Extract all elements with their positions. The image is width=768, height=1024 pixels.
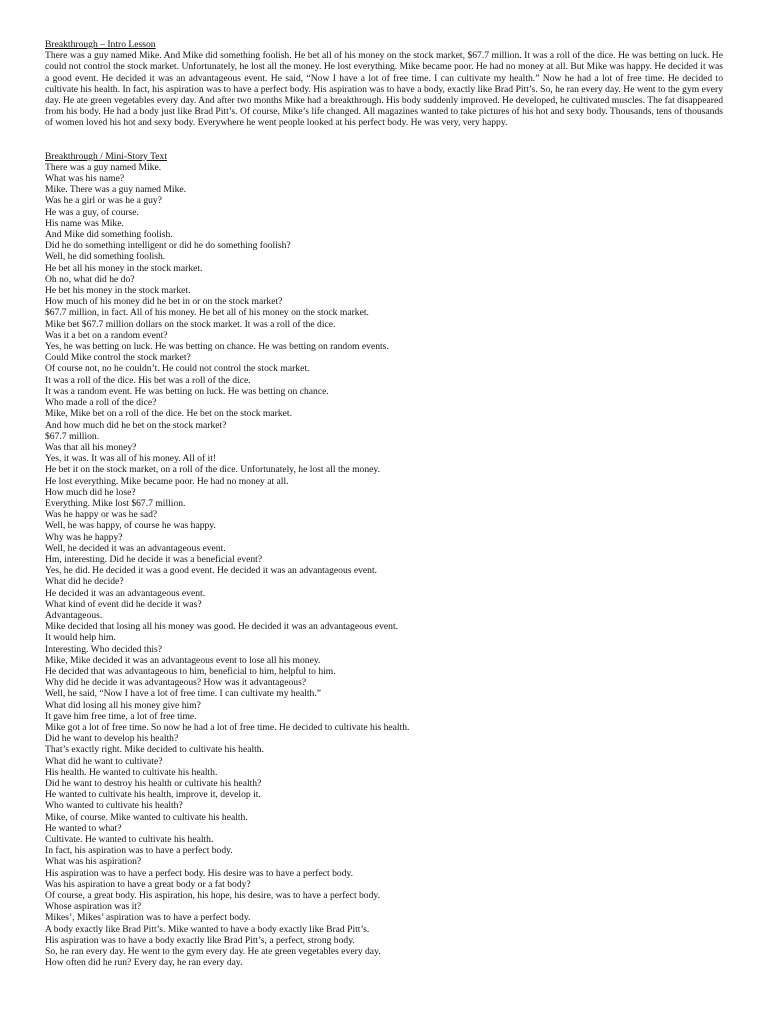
story-line: Mike bet $67.7 million dollars on the stock market. It was a roll of the dice. [45,318,336,330]
story-line: Mike decided that losing all his money was good. He decided it was an advantageous event. [45,621,399,633]
story-line: Mike got a lot of free time. So now he had a lot of free time. He decided to cultivate his health. [45,721,410,733]
intro-paragraph: There was a guy named Mike. And Mike did something foolish. He bet all of his money on the stock market, $67.7 million. It was a roll of the dice. He was betting on luck. He could not control the stock market. Unfortunately, he lost all the money. He lost everything. Mike became poor. He had no money at all. But Mike was happy. He decided it was a good event. He decided it was an advantageous event. He said, “Now I have a lot of free time. I can cultivate my health.” Now he had a lot of free time. He decided to cultivate his health. In fact, his aspiration was to have a perfect body. His aspiration was to have a body, exactly like Brad Pitt’s. So, he ran every day. He went to the gym every day. He ate green vegetables every day. And after two months Mike had a breakthrough. His body suddenly improved. He developed, he cultivated muscles. The fat disappeared from his body. He had a body just like Brad Pitt’s. Of course, Mike’s life changed. All magazines wanted to take pictures of his hot and sexy body. Thousands, tens of thousands of women loved his hot and sexy body. Everywhere he went people looked at his perfect body. He was very, very happy. [45,50,723,129]
story-line: Yes, he was betting on luck. He was betting on chance. He was betting on random events. [45,341,389,353]
story-line: And how much did he bet on the stock market? [45,419,227,431]
story-line: He bet it on the stock market, on a roll of the dice. Unfortunately, he lost all the money. [45,464,380,476]
story-line: Why was he happy? [45,531,123,543]
story-line: Was he a girl or was he a guy? [45,195,162,207]
story-line: Oh no, what did he do? [45,273,135,285]
story-line: Was it a bet on a random event? [45,329,168,341]
story-line: His aspiration was to have a body exactly like Brad Pitt’s, a perfect, strong body. [45,934,355,946]
story-line: In fact, his aspiration was to have a perfect body. [45,845,233,857]
story-line: His health. He wanted to cultivate his health. [45,766,218,778]
story-line: It gave him free time, a lot of free time. [45,710,197,722]
story-line: Was he happy or was he sad? [45,509,158,521]
story-line: Well, he decided it was an advantageous event. [45,542,226,554]
story-line: Mike, Mike decided it was an advantageous event to lose all his money. [45,654,321,666]
story-line: And Mike did something foolish. [45,229,173,241]
story-line: Well, he was happy, of course he was happy. [45,520,216,532]
story-line: He lost everything. Mike became poor. He had no money at all. [45,475,289,487]
story-line: Was his aspiration to have a great body or a fat body? [45,878,251,890]
story-line: Who wanted to cultivate his health? [45,800,183,812]
story-line: Cultivate. He wanted to cultivate his health. [45,834,214,846]
story-line: Who made a roll of the dice? [45,397,157,409]
story-line: That’s exactly right. Mike decided to cultivate his health. [45,744,264,756]
story-line: What did he want to cultivate? [45,755,163,767]
story-line: Did he do something intelligent or did he do something foolish? [45,240,291,252]
story-line: Was that all his money? [45,441,137,453]
story-line: Mike, of course. Mike wanted to cultivate his health. [45,811,248,823]
story-line: Why did he decide it was advantageous? How was it advantageous? [45,677,307,689]
story-line: How much did he lose? [45,486,136,498]
story-line: He was a guy, of course. [45,206,139,218]
story-line: Yes, he did. He decided it was a good event. He decided it was an advantageous event. [45,565,378,577]
story-line: His name was Mike. [45,217,124,229]
mini-story-heading: Breakthrough / Mini-Story Text [45,150,167,162]
story-line: It was a roll of the dice. His bet was a roll of the dice. [45,374,251,386]
story-line: What did he decide? [45,576,124,588]
story-line: He decided that was advantageous to him, beneficial to him, helpful to him. [45,665,336,677]
document-page [45,39,723,968]
story-line: A body exactly like Brad Pitt’s. Mike wanted to have a body exactly like Brad Pitt’s. [45,923,370,935]
story-line: He decided it was an advantageous event. [45,587,206,599]
story-line: Advantageous. [45,609,103,621]
story-line: Hm, interesting. Did he decide it was a beneficial event? [45,553,263,565]
story-line: There was a guy named Mike. [45,161,162,173]
mini-story-lines [45,162,723,969]
story-line: Mikes’, Mikes’ aspiration was to have a perfect body. [45,912,251,924]
story-line: Interesting. Who decided this? [45,643,163,655]
story-line: What did losing all his money give him? [45,699,201,711]
story-line: What was his name? [45,173,125,185]
story-line: Mike, Mike bet on a roll of the dice. He bet on the stock market. [45,408,292,420]
story-line: Did he want to destroy his health or cultivate his health? [45,778,262,789]
story-line: So, he ran every day. He went to the gym every day. He ate green vegetables every day. [45,946,381,958]
story-line: He wanted to what? [45,822,122,834]
story-line: It was a random event. He was betting on luck. He was betting on chance. [45,385,329,397]
story-line: What was his aspiration? [45,856,142,868]
story-line: His aspiration was to have a perfect body. His desire was to have a perfect body. [45,867,354,879]
story-line: Did he want to develop his health? [45,733,179,745]
intro-section [45,39,723,129]
story-line: He bet his money in the stock market. [45,285,191,297]
story-line: What kind of event did he decide it was? [45,598,202,610]
story-line: Well, he did something foolish. [45,251,166,263]
story-line: Well, he said, “Now I have a lot of free time. I can cultivate my health.” [45,688,322,700]
story-line: He wanted to cultivate his health, improve it, develop it. [45,789,261,801]
story-line: How much of his money did he bet in or on the stock market? [45,296,283,308]
intro-heading: Breakthrough – Intro Lesson [45,39,156,50]
story-line: Yes, it was. It was all of his money. All of it! [45,453,217,465]
story-line: Of course, a great body. His aspiration, his hope, his desire, was to have a perfect body. [45,890,380,902]
story-line: Everything. Mike lost $67.7 million. [45,497,186,509]
story-line: $67.7 million, in fact. All of his money. He bet all of his money on the stock market. [45,307,369,319]
story-line: Of course not, no he couldn’t. He could not control the stock market. [45,363,310,375]
story-line: Whose aspiration was it? [45,901,142,913]
story-line: He bet all his money in the stock market. [45,262,203,274]
story-line: $67.7 million. [45,430,100,442]
story-line: Mike. There was a guy named Mike. [45,184,187,196]
story-line: Could Mike control the stock market? [45,352,191,364]
story-line: How often did he run? Every day, he ran every day. [45,957,243,969]
story-line: It would help him. [45,632,116,644]
mini-story-section [45,151,723,969]
